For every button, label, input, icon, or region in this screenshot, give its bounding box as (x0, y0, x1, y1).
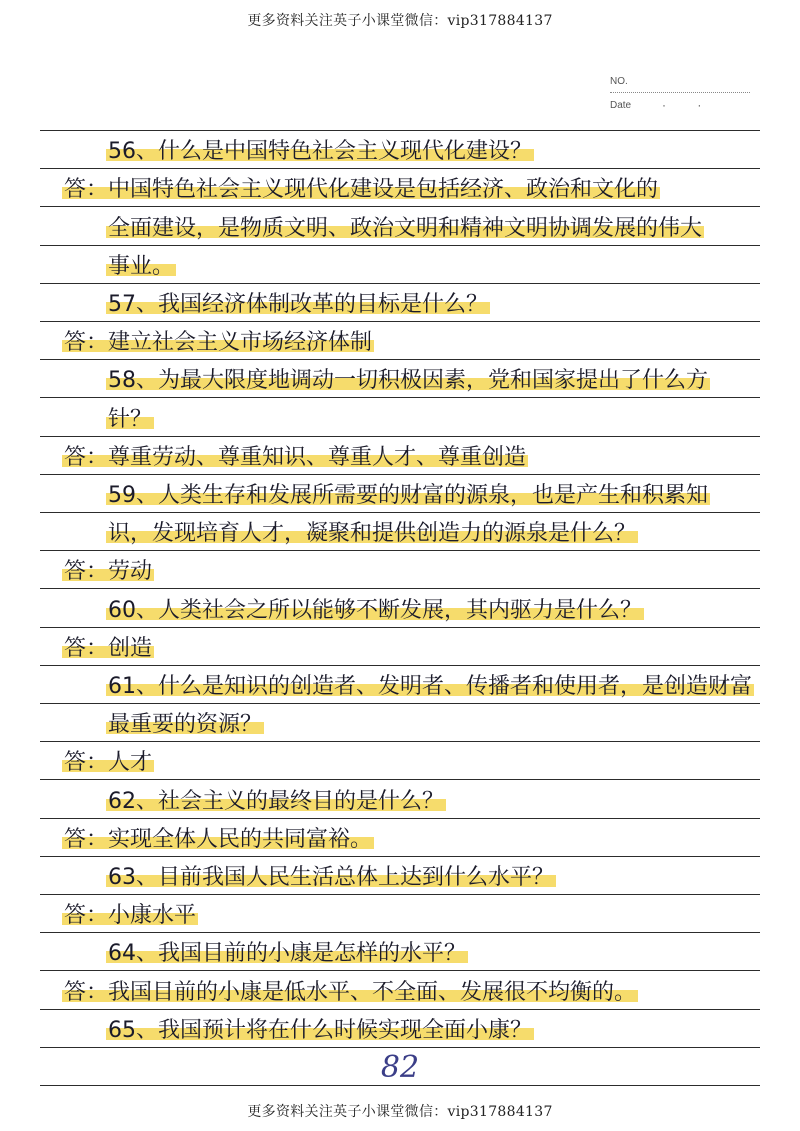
question-line (40, 708, 800, 742)
line-text: 57、我国经济体制改革的目标是什么？ (108, 292, 488, 317)
answer-line (40, 632, 782, 666)
question-line (40, 937, 800, 971)
line-text: 64、我国目前的小康是怎样的水平？ (108, 941, 466, 967)
line-text: 60、人类社会之所以能够不断发展，其内驱力是什么？ (108, 597, 642, 623)
answer-line (40, 212, 800, 246)
line-text: 答：尊重劳动、尊重知识、尊重人才、尊重创造 (64, 444, 527, 470)
line-text: 62、社会主义的最终目的是什么？ (108, 788, 444, 814)
line-text: 答：人才 (64, 750, 153, 776)
notebook-header (610, 76, 750, 124)
question-line (40, 1014, 800, 1048)
question-line (40, 135, 800, 169)
line-text: 答：劳动 (64, 559, 153, 585)
no-field (610, 76, 750, 100)
answer-line (40, 899, 782, 933)
line-text: 61、什么是知识的创造者、发明者、传播者和使用者，是创造财富 (108, 674, 752, 699)
line-text: 识，发现培育人才，凝聚和提供创造力的源泉是什么？ (108, 521, 637, 547)
question-line (40, 517, 800, 551)
answer-line (40, 823, 782, 857)
answer-line (40, 173, 782, 207)
line-text: 答：实现全体人民的共同富裕。 (64, 826, 373, 852)
line-text: 全面建设，是物质文明、政治文明和精神文明协调发展的伟大 (108, 215, 703, 241)
question-line (40, 861, 800, 895)
answer-line (40, 326, 782, 360)
date-field (610, 100, 750, 124)
ruled-line (40, 130, 760, 131)
answer-line (40, 746, 782, 780)
line-text: 58、为最大限度地调动一切积极因素，党和国家提出了什么方 (108, 368, 708, 394)
line-text: 59、人类生存和发展所需要的财富的源泉，也是产生和积累知 (108, 483, 708, 508)
line-text: 针？ (108, 406, 153, 432)
line-text: 答：建立社会主义市场经济体制 (64, 330, 373, 356)
question-line (40, 403, 800, 437)
question-line (40, 364, 800, 398)
question-line (40, 670, 800, 704)
answer-line (40, 976, 782, 1010)
date-label: Date (610, 100, 632, 111)
line-text: 65、我国预计将在什么时候实现全面小康？ (108, 1017, 532, 1043)
watermark-top: 更多资料关注英子小课堂微信：vip317884137 (247, 13, 553, 29)
line-text: 答：我国目前的小康是低水平、不全面、发展很不均衡的。 (64, 979, 637, 1005)
answer-line (40, 250, 800, 284)
date-dots: · · (662, 98, 716, 112)
line-text: 答：小康水平 (64, 903, 197, 929)
line-text: 答：创造 (64, 635, 153, 661)
answer-line (40, 441, 782, 475)
question-line (40, 785, 800, 819)
line-text: 56、什么是中国特色社会主义现代化建设？ (108, 139, 532, 165)
page-number: 82 (380, 1050, 420, 1085)
line-text: 最重要的资源？ (108, 712, 263, 738)
line-text: 事业。 (108, 253, 175, 279)
no-label: NO. (610, 76, 628, 87)
line-text: 63、目前我国人民生活总体上达到什么水平？ (108, 865, 554, 890)
question-line (40, 479, 800, 513)
ruled-line (40, 1085, 760, 1086)
line-text: 答：中国特色社会主义现代化建设是包括经济、政治和文化的 (64, 177, 659, 203)
question-line (40, 594, 800, 628)
question-line (40, 288, 800, 322)
watermark-bottom: 更多资料关注英子小课堂微信：vip317884137 (247, 1104, 553, 1120)
answer-line (40, 555, 782, 589)
notebook-page (40, 60, 760, 1100)
